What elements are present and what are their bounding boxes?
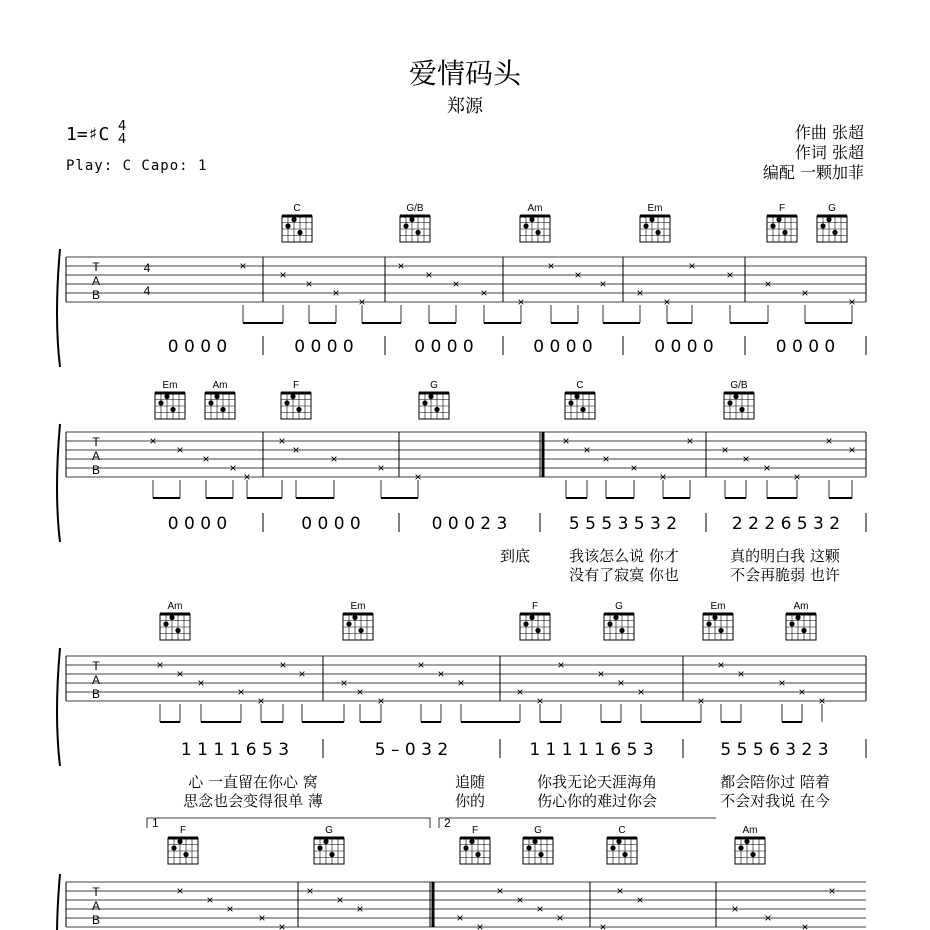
chord-dot [329,852,334,857]
lyricist-credit: 作词 张超 [794,143,864,162]
chord-dot [285,223,290,228]
chord-dot [727,400,732,405]
numbered-notation: 0 0 0 0 [167,514,228,534]
chord-dot [323,839,328,844]
chord-dot [415,230,420,235]
chord-dot [607,621,612,626]
tab-note: × [737,667,745,681]
tab-note: × [726,268,734,282]
chord-name: Em [647,203,663,214]
chord-dot [744,839,749,844]
chord-dot [820,223,825,228]
numbered-notation: 0 0 0 0 [167,337,228,357]
chord-dot [403,223,408,228]
tab-note: × [617,676,625,690]
tab-note: × [358,295,366,309]
chord-dot [776,217,781,222]
tab-note: × [377,461,385,475]
chord-name: F [471,825,479,836]
tab-note: × [798,685,806,699]
chord-dot [428,394,433,399]
chord-name: G [828,203,836,214]
numbered-notation: 5 – 0 3 2 [374,740,449,760]
tab-note: × [731,902,739,916]
tab-letter-a: A [91,673,101,687]
tab-letter-a: A [91,899,101,913]
numbered-notation: 5 5 5 6 3 2 3 [720,740,829,760]
song-title: 爱情码头 [408,57,521,90]
tab-note: × [176,884,184,898]
chord-dot [795,615,800,620]
chord-dot [789,621,794,626]
lyric-line-1: 心 一直留在你心 窝 [188,773,318,791]
chord-dot [422,400,427,405]
chord-dot [529,615,534,620]
tab-note: × [659,470,667,484]
chord-dot [649,217,654,222]
tab-note: × [476,920,484,930]
tab-note: × [278,434,286,448]
chord-name: G [325,825,333,836]
chord-dot [610,845,615,850]
chord-dot [655,230,660,235]
tab-note: × [397,259,405,273]
tab-note: × [599,277,607,291]
chord-dot [164,394,169,399]
tab-note: × [176,667,184,681]
chord-dot [358,628,363,633]
chord-dot [535,628,540,633]
tab-note: × [602,452,610,466]
tab-note: × [688,259,696,273]
chord-dot [297,230,302,235]
chord-dot [284,400,289,405]
chord-dot [175,628,180,633]
lyric-line-2: 不会再脆弱 也许 [730,566,840,584]
tab-letter-t: T [92,659,100,673]
tab-time-top: 4 [143,261,151,275]
tab-note: × [306,884,314,898]
lyric-line-1: 追随 [454,773,486,791]
lyric-line-2: 你的 [454,792,486,810]
chord-dot [532,839,537,844]
tab-note: × [176,443,184,457]
chord-dot [706,621,711,626]
chord-dot [469,839,474,844]
tab-note: × [480,286,488,300]
tab-note: × [793,470,801,484]
tab-letter-b: B [91,288,101,302]
lyric-line-2: 没有了寂寞 你也 [569,566,679,584]
tab-note: × [202,452,210,466]
numbered-notation: 0 0 0 0 [301,514,361,534]
chord-dot [568,400,573,405]
chord-dot [170,407,175,412]
time-top: 4 [118,119,127,134]
tab-note: × [356,902,364,916]
tab-note: × [517,295,525,309]
tab-note: × [456,911,464,925]
tab-note: × [239,259,247,273]
chord-dot [463,845,468,850]
chord-dot [718,628,723,633]
tab-letter-a: A [91,449,101,463]
tab-note: × [536,902,544,916]
volta-2 [439,818,716,828]
tab-note: × [697,694,705,708]
volta-2-label: 2 [444,816,451,830]
tab-letter-b: B [91,463,101,477]
chord-dot [832,230,837,235]
tab-note: × [547,259,555,273]
tab-note: × [848,443,856,457]
tab-note: × [278,920,286,930]
lyric-line-1: 都会陪你过 陪着 [720,773,830,791]
numbered-notation: 0 0 0 2 3 [431,514,508,534]
tab-note: × [763,461,771,475]
chord-name: C [293,203,301,214]
play-capo-info: Play: C Capo: 1 [66,158,208,174]
tab-note: × [197,676,205,690]
chord-name: F [179,825,187,836]
chord-dot [738,845,743,850]
chord-name: Em [162,380,178,391]
chord-dot [801,628,806,633]
chord-name: G/B [730,380,748,391]
tab-note: × [778,676,786,690]
chord-dot [529,217,534,222]
chord-name: C [576,380,584,391]
chord-name: Am [167,601,183,612]
lyric-line-1: 真的明白我 这颗 [730,547,840,565]
chord-name: F [531,601,539,612]
tab-letter-b: B [91,687,101,701]
tab-note: × [377,694,385,708]
chord-dot [538,852,543,857]
key-signature: 1=♯C [66,124,110,145]
chord-dot [208,400,213,405]
tab-note: × [801,920,809,930]
tab-note: × [721,443,729,457]
tab-note: × [801,286,809,300]
tab-note: × [156,658,164,672]
tab-note: × [336,893,344,907]
chord-dot [782,230,787,235]
system-brace [57,648,60,766]
chord-dot [352,615,357,620]
tab-note: × [414,470,422,484]
tab-note: × [417,658,425,672]
chord-dot [770,223,775,228]
numbered-notation: 1 1 1 1 6 5 3 [180,740,290,760]
chord-name: F [778,203,786,214]
system-brace [57,874,60,930]
tab-time-bottom: 4 [143,284,151,298]
tab-note: × [828,884,836,898]
chord-dot [317,845,322,850]
tab-note: × [356,685,364,699]
chord-dot [523,621,528,626]
tab-note: × [226,902,234,916]
tab-note: × [556,911,564,925]
tab-letter-t: T [92,885,100,899]
tab-note: × [332,286,340,300]
tab-note: × [437,667,445,681]
tab-note: × [330,452,338,466]
chord-dot [171,845,176,850]
tab-note: × [742,452,750,466]
tab-note: × [597,667,605,681]
chord-name: Am [793,601,809,612]
chord-dot [290,394,295,399]
chord-dot [346,621,351,626]
chord-dot [613,615,618,620]
chord-name: G [615,601,623,612]
tab-note: × [637,685,645,699]
tab-note: × [340,676,348,690]
tab-note: × [516,893,524,907]
tab-note: × [636,893,644,907]
tab-note: × [258,911,266,925]
numbered-notation: 0 0 0 0 [654,337,714,357]
arranger-credit: 编配 一颗加菲 [762,163,864,182]
numbered-notation: 1 1 1 1 1 6 5 3 [529,740,654,760]
tab-note: × [599,920,607,930]
chord-dot [622,852,627,857]
tab-note: × [279,658,287,672]
chord-dot [291,217,296,222]
tab-note: × [257,694,265,708]
numbered-notation: 0 0 0 0 [414,337,474,357]
numbered-notation: 2 2 2 6 5 3 2 [731,514,841,534]
tab-note: × [717,658,725,672]
tab-letter-b: B [91,913,101,927]
tab-note: × [583,443,591,457]
tab-note: × [149,434,157,448]
chord-dot [574,394,579,399]
tab-note: × [496,884,504,898]
tab-note: × [298,667,306,681]
lyric-line-1: 我该怎么说 你才 [569,547,679,565]
chord-dot [643,223,648,228]
system-brace [57,424,60,542]
numbered-notation: 0 0 0 0 [294,337,354,357]
chord-dot [535,230,540,235]
tab-note: × [764,911,772,925]
chord-dot [214,394,219,399]
tab-note: × [686,434,694,448]
chord-dot [619,628,624,633]
tab-note: × [243,470,251,484]
tab-letter-t: T [92,260,100,274]
chord-dot [475,852,480,857]
tab-note: × [237,685,245,699]
chord-dot [580,407,585,412]
tab-note: × [557,658,565,672]
tab-note: × [616,884,624,898]
tab-letter-t: T [92,435,100,449]
chord-dot [177,839,182,844]
tab-note: × [536,694,544,708]
numbered-notation: 0 0 0 0 [533,337,593,357]
chord-dot [526,845,531,850]
system-brace [57,249,60,367]
tab-note: × [574,268,582,282]
chord-dot [183,852,188,857]
chord-name: Am [527,203,543,214]
tab-note: × [305,277,313,291]
time-bottom: 4 [118,132,127,147]
tab-note: × [279,268,287,282]
tab-note: × [229,461,237,475]
tab-note: × [292,443,300,457]
numbered-notation: 5 5 5 3 5 3 2 [568,514,678,534]
chord-dot [220,407,225,412]
lyric-line-1: 你我无论天涯海角 [536,773,658,791]
tab-letter-a: A [91,274,101,288]
chord-dot [163,621,168,626]
chord-dot [826,217,831,222]
tab-note: × [636,286,644,300]
tab-note: × [206,893,214,907]
chord-dot [523,223,528,228]
tab-note: × [425,268,433,282]
chord-dot [409,217,414,222]
chord-name: G/B [406,203,424,214]
chord-name: C [618,825,626,836]
chord-dot [169,615,174,620]
tab-note: × [516,685,524,699]
tab-note: × [452,277,460,291]
chord-name: F [292,380,300,391]
tab-note: × [848,295,856,309]
chord-dot [158,400,163,405]
chord-name: G [534,825,542,836]
artist-name: 郑源 [447,96,483,117]
chord-dot [750,852,755,857]
composer-credit: 作曲 张超 [794,123,864,142]
tab-note: × [818,694,826,708]
volta-1 [147,818,430,828]
tab-note: × [457,676,465,690]
chord-name: Am [212,380,228,391]
chord-dot [296,407,301,412]
tab-note: × [630,461,638,475]
chord-dot [434,407,439,412]
lyric-line-2: 不会对我说 在今 [720,792,830,810]
chord-dot [712,615,717,620]
chord-name: Em [710,601,726,612]
numbered-notation: 0 0 0 0 [775,337,836,357]
chord-name: Em [350,601,366,612]
tab-note: × [663,295,671,309]
chord-dot [739,407,744,412]
lyric-line-2: 伤心你的难过你会 [536,792,658,810]
volta-1-label: 1 [152,816,159,830]
lyric-line-1: 到底 [499,547,531,565]
chord-dot [733,394,738,399]
chord-name: G [430,380,438,391]
chord-dot [616,839,621,844]
tab-note: × [825,434,833,448]
chord-name: Am [742,825,758,836]
lyric-line-2: 思念也会变得很单 薄 [183,792,323,810]
tab-note: × [562,434,570,448]
tab-note: × [764,277,772,291]
